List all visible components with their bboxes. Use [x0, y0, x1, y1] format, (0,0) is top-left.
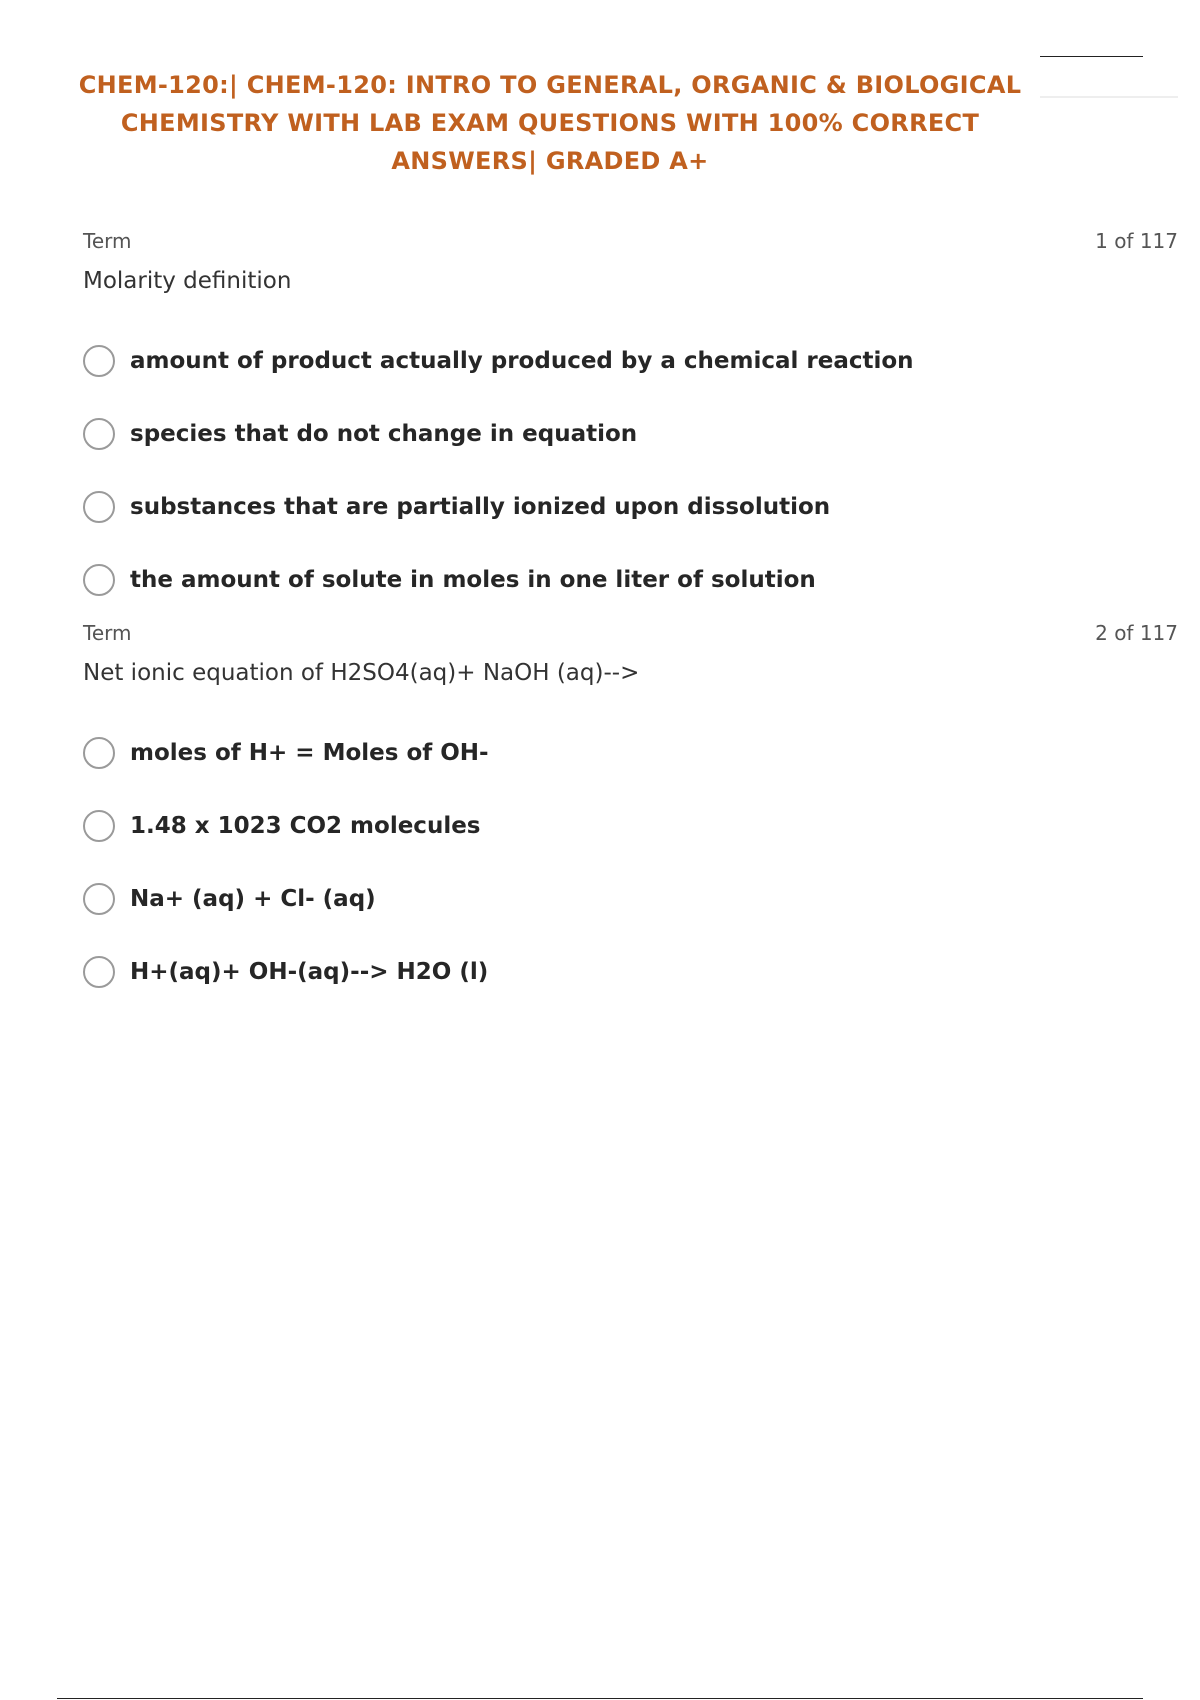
answer-options [83, 324, 1083, 616]
answer-option-text: H+(aq)+ OH-(aq)--> H2O (l) [130, 958, 489, 985]
radio-button[interactable] [83, 883, 115, 915]
top-right-faint-rule [1040, 96, 1178, 98]
answer-option[interactable] [83, 935, 1083, 1008]
radio-button[interactable] [83, 956, 115, 988]
question-counter: 1 of 117 [1095, 229, 1178, 253]
answer-option[interactable] [83, 716, 1083, 789]
radio-button[interactable] [83, 737, 115, 769]
answer-option[interactable] [83, 470, 1083, 543]
title-line-2: CHEMISTRY WITH LAB EXAM QUESTIONS WITH 100% CORRECT [120, 109, 980, 137]
top-right-rule [1040, 56, 1143, 57]
term-label: Term [83, 229, 132, 253]
radio-button[interactable] [83, 491, 115, 523]
question-text: Net ionic equation of H2SO4(aq)+ NaOH (aq)--> [83, 660, 640, 686]
radio-button[interactable] [83, 564, 115, 596]
answer-option-text: moles of H+ = Moles of OH- [130, 739, 489, 766]
document-title [70, 66, 1030, 180]
answer-option[interactable] [83, 862, 1083, 935]
question-text: Molarity definition [83, 268, 292, 294]
radio-button[interactable] [83, 810, 115, 842]
title-line-1: CHEM-120:| CHEM-120: INTRO TO GENERAL, ORGANIC & BIOLOGICAL [78, 71, 1022, 99]
answer-option[interactable] [83, 324, 1083, 397]
answer-option-text: the amount of solute in moles in one liter of solution [130, 566, 816, 593]
answer-option[interactable] [83, 543, 1083, 616]
answer-option-text: substances that are partially ionized upon dissolution [130, 493, 831, 520]
question-counter: 2 of 117 [1095, 621, 1178, 645]
answer-option-text: Na+ (aq) + Cl- (aq) [130, 885, 376, 912]
answer-options [83, 716, 1083, 1008]
answer-option-text: 1.48 x 1023 CO2 molecules [130, 812, 481, 839]
term-label: Term [83, 621, 132, 645]
bottom-rule [57, 1698, 1143, 1699]
answer-option[interactable] [83, 789, 1083, 862]
answer-option-text: amount of product actually produced by a chemical reaction [130, 347, 914, 374]
radio-button[interactable] [83, 418, 115, 450]
answer-option-text: species that do not change in equation [130, 420, 638, 447]
answer-option[interactable] [83, 397, 1083, 470]
title-line-3: ANSWERS| GRADED A+ [391, 147, 709, 175]
radio-button[interactable] [83, 345, 115, 377]
